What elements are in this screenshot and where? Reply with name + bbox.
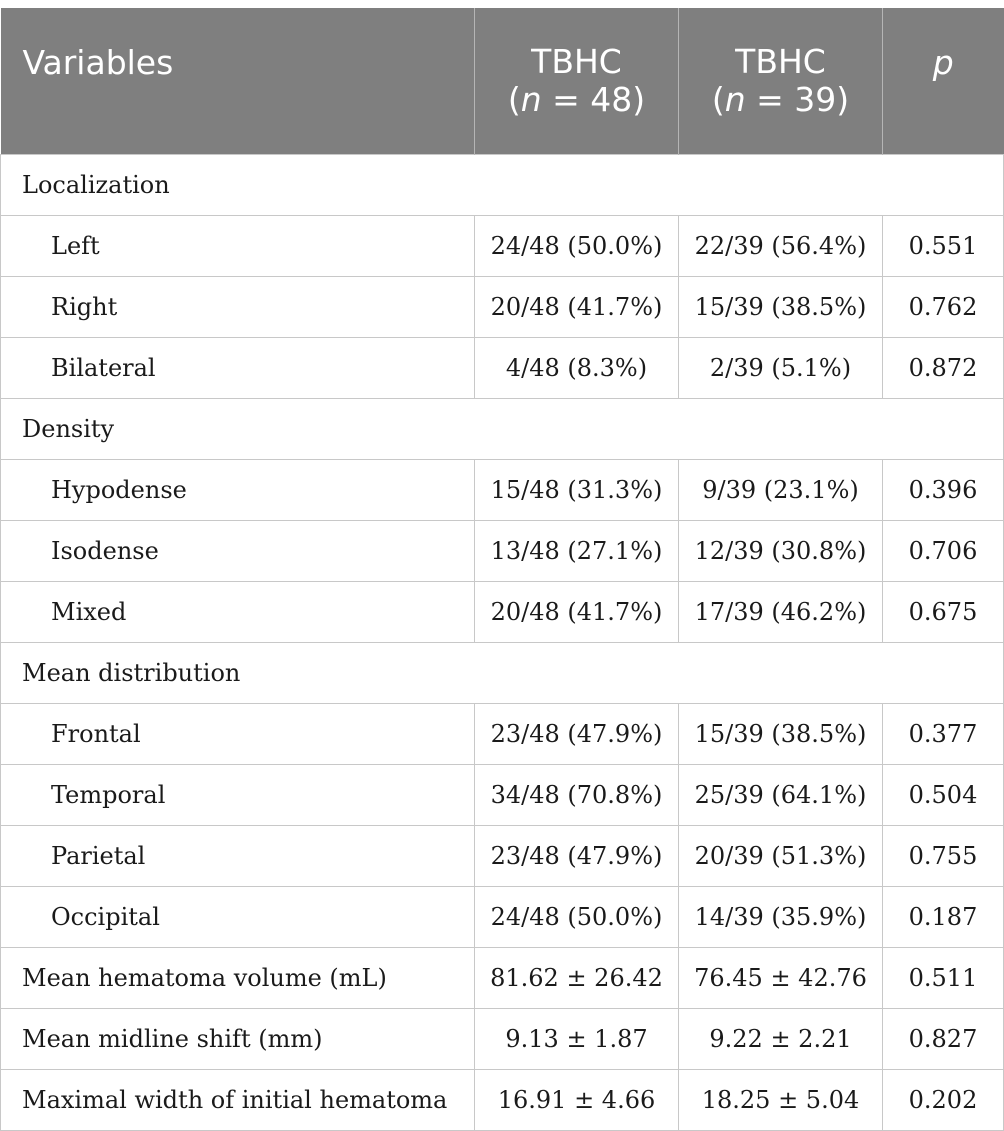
cell-group-2: 9.22 ± 2.21 [679, 1009, 883, 1070]
cell-group-2: 17/39 (46.2%) [679, 582, 883, 643]
header-group-2-title: TBHC [735, 42, 826, 81]
row-label: Right [1, 277, 475, 338]
section-row-localization [1, 155, 1004, 216]
header-group-1 [475, 8, 679, 155]
row-label: Mean midline shift (mm) [1, 1009, 475, 1070]
cell-group-2: 2/39 (5.1%) [679, 338, 883, 399]
section-label: Localization [1, 155, 1004, 216]
row-label: Left [1, 216, 475, 277]
cell-group-1: 20/48 (41.7%) [475, 582, 679, 643]
cell-p-value: 0.755 [883, 826, 1004, 887]
cell-group-1: 81.62 ± 26.42 [475, 948, 679, 1009]
header-variables: Variables [1, 8, 475, 155]
row-label: Mixed [1, 582, 475, 643]
cell-p-value: 0.872 [883, 338, 1004, 399]
row-label: Bilateral [1, 338, 475, 399]
header-group-1-title: TBHC [531, 42, 622, 81]
row-label: Hypodense [1, 460, 475, 521]
table-row-hypodense [1, 460, 1004, 521]
cell-p-value: 0.706 [883, 521, 1004, 582]
cell-group-1: 23/48 (47.9%) [475, 704, 679, 765]
cell-p-value: 0.551 [883, 216, 1004, 277]
header-group-2-n: (n = 39) [711, 80, 850, 119]
table-row-right [1, 277, 1004, 338]
table-row-bilateral [1, 338, 1004, 399]
header-p-value: p [883, 8, 1004, 155]
section-row-mean-distribution [1, 643, 1004, 704]
cell-group-1: 20/48 (41.7%) [475, 277, 679, 338]
cell-p-value: 0.202 [883, 1070, 1004, 1131]
cell-p-value: 0.511 [883, 948, 1004, 1009]
row-label: Maximal width of initial hematoma [1, 1070, 475, 1131]
table-row-midline-shift [1, 1009, 1004, 1070]
cell-group-1: 23/48 (47.9%) [475, 826, 679, 887]
table-row-mixed [1, 582, 1004, 643]
section-label: Density [1, 399, 1004, 460]
cell-group-1: 9.13 ± 1.87 [475, 1009, 679, 1070]
row-label: Temporal [1, 765, 475, 826]
table-row-frontal [1, 704, 1004, 765]
cell-group-2: 12/39 (30.8%) [679, 521, 883, 582]
cell-group-2: 22/39 (56.4%) [679, 216, 883, 277]
cell-group-1: 16.91 ± 4.66 [475, 1070, 679, 1131]
table-row-maximal-width [1, 1070, 1004, 1131]
cell-p-value: 0.396 [883, 460, 1004, 521]
cell-group-1: 15/48 (31.3%) [475, 460, 679, 521]
header-group-1-n: (n = 48) [507, 80, 646, 119]
cell-p-value: 0.762 [883, 277, 1004, 338]
cell-group-2: 76.45 ± 42.76 [679, 948, 883, 1009]
section-label: Mean distribution [1, 643, 1004, 704]
cell-p-value: 0.187 [883, 887, 1004, 948]
row-label: Parietal [1, 826, 475, 887]
cell-group-2: 9/39 (23.1%) [679, 460, 883, 521]
row-label: Occipital [1, 887, 475, 948]
table-row-occipital [1, 887, 1004, 948]
cell-group-1: 34/48 (70.8%) [475, 765, 679, 826]
cell-group-2: 20/39 (51.3%) [679, 826, 883, 887]
cell-p-value: 0.827 [883, 1009, 1004, 1070]
table-row-parietal [1, 826, 1004, 887]
row-label: Mean hematoma volume (mL) [1, 948, 475, 1009]
cell-group-2: 15/39 (38.5%) [679, 704, 883, 765]
cell-group-2: 25/39 (64.1%) [679, 765, 883, 826]
cell-group-2: 15/39 (38.5%) [679, 277, 883, 338]
cell-group-1: 24/48 (50.0%) [475, 216, 679, 277]
table-row-left [1, 216, 1004, 277]
cell-p-value: 0.675 [883, 582, 1004, 643]
comparison-table [0, 8, 1004, 1131]
cell-p-value: 0.504 [883, 765, 1004, 826]
cell-group-2: 14/39 (35.9%) [679, 887, 883, 948]
cell-group-1: 13/48 (27.1%) [475, 521, 679, 582]
cell-p-value: 0.377 [883, 704, 1004, 765]
table-header [1, 8, 1004, 155]
row-label: Frontal [1, 704, 475, 765]
cell-group-1: 4/48 (8.3%) [475, 338, 679, 399]
cell-group-1: 24/48 (50.0%) [475, 887, 679, 948]
table-row-temporal [1, 765, 1004, 826]
section-row-density [1, 399, 1004, 460]
table-row-isodense [1, 521, 1004, 582]
header-group-2 [679, 8, 883, 155]
row-label: Isodense [1, 521, 475, 582]
table-row-hematoma-volume [1, 948, 1004, 1009]
cell-group-2: 18.25 ± 5.04 [679, 1070, 883, 1131]
